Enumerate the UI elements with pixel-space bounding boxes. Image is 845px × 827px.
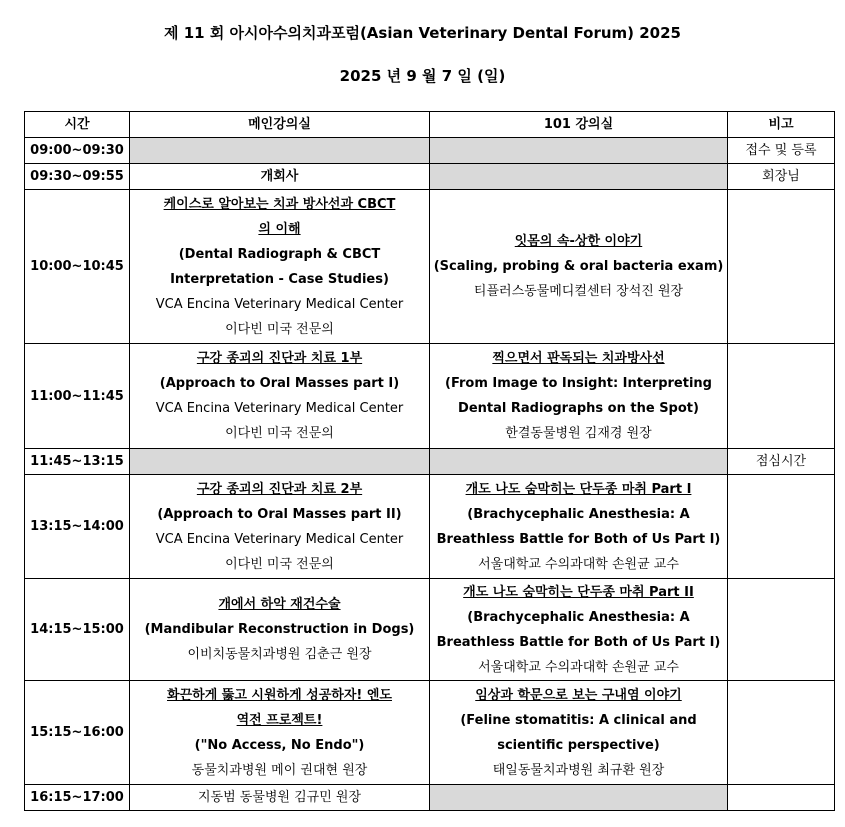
note-cell [728, 475, 835, 579]
lecture-title: 잇몸의 속-상한 이야기 [514, 234, 643, 249]
lecture-title: 구강 종괴의 진단과 치료 1부 [196, 351, 363, 366]
note-cell: 회장님 [728, 164, 835, 190]
lecture-subtitle: (Scaling, probing & oral bacteria exam) [433, 259, 724, 274]
note-cell [728, 579, 835, 681]
column-header-room-101: 101 강의실 [430, 112, 728, 138]
empty-cell [130, 449, 430, 475]
time-cell: 09:00~09:30 [25, 138, 130, 164]
note-cell [728, 785, 835, 811]
lecture-title: 역전 프로젝트! [236, 713, 323, 728]
main-hall-cell [130, 681, 430, 785]
table-row [25, 190, 835, 344]
speaker-name: 이비치동물치과병원 김춘근 원장 [187, 647, 372, 662]
table-row [25, 681, 835, 785]
empty-cell [430, 164, 728, 190]
lecture-title: 개에서 하악 재건수술 [218, 597, 341, 612]
empty-cell [430, 785, 728, 811]
column-header-note: 비고 [728, 112, 835, 138]
table-row [25, 138, 835, 164]
speaker-name: 태일동물치과병원 최규환 원장 [492, 762, 665, 778]
column-header-main-hall: 메인강의실 [130, 112, 430, 138]
lecture-subtitle: (Approach to Oral Masses part I) [159, 376, 400, 391]
lecture-title: 구강 종괴의 진단과 치료 2부 [196, 481, 363, 497]
schedule-table [24, 111, 835, 811]
table-row [25, 164, 835, 190]
lecture-title: 개도 나도 숨막히는 단두종 마취 Part I [465, 481, 692, 497]
lecture-title: 화끈하게 뚫고 시원하게 성공하자! 엔도 [167, 688, 392, 703]
note-cell [728, 681, 835, 785]
empty-cell [430, 449, 728, 475]
main-hall-cell: 지동범 동물병원 김규민 원장 [130, 785, 430, 811]
time-cell: 09:30~09:55 [25, 164, 130, 190]
lecture-subtitle: Breathless Battle for Both of Us Part I) [436, 531, 721, 547]
room-101-cell [430, 344, 728, 449]
speaker-name: 티플러스동물메디컬센터 장석진 원장 [473, 284, 684, 299]
speaker-name: 서울대학교 수의과대학 손원균 교수 [478, 556, 679, 572]
event-date: 2025 년 9 월 7 일 (일) [339, 67, 506, 85]
main-hall-cell [130, 344, 430, 449]
lecture-subtitle: (Brachycephalic Anesthesia: A [467, 506, 690, 522]
lecture-title: 임상과 학문으로 보는 구내염 이야기 [475, 687, 682, 703]
speaker-name: 이다빈 미국 전문의 [225, 556, 334, 572]
empty-cell [430, 138, 728, 164]
lecture-title: 케이스로 알아보는 치과 방사선과 CBCT [163, 196, 396, 212]
note-cell: 접수 및 등록 [728, 138, 835, 164]
lecture-subtitle: Dental Radiographs on the Spot) [458, 401, 699, 416]
lecture-subtitle: (Brachycephalic Anesthesia: A [467, 609, 690, 625]
note-cell [728, 344, 835, 449]
lecture-subtitle: (Mandibular Reconstruction in Dogs) [144, 622, 415, 637]
lecture-subtitle: (Approach to Oral Masses part II) [157, 506, 402, 522]
room-101-cell [430, 579, 728, 681]
lecture-subtitle: (Dental Radiograph & CBCT [178, 246, 381, 262]
time-cell: 13:15~14:00 [25, 475, 130, 579]
lecture-subtitle: scientific perspective) [497, 737, 660, 753]
time-cell: 11:00~11:45 [25, 344, 130, 449]
time-cell: 10:00~10:45 [25, 190, 130, 344]
main-hall-cell: 개회사 [130, 164, 430, 190]
main-hall-cell [130, 475, 430, 579]
page-title: 제 11 회 아시아수의치과포럼(Asian Veterinary Dental Forum) 2025 [164, 24, 681, 42]
table-row [25, 344, 835, 449]
lecture-subtitle: Breathless Battle for Both of Us Part I) [436, 634, 721, 650]
time-cell: 14:15~15:00 [25, 579, 130, 681]
speaker-name: 이다빈 미국 전문의 [225, 321, 334, 337]
speaker-name: 한결동물병원 김재경 원장 [505, 426, 652, 441]
speaker-name: 동물치과병원 메이 권대현 원장 [191, 763, 368, 778]
table-row [25, 475, 835, 579]
lecture-title: 찍으면서 판독되는 치과방사선 [492, 351, 665, 366]
room-101-cell [430, 681, 728, 785]
time-cell: 15:15~16:00 [25, 681, 130, 785]
time-cell: 11:45~13:15 [25, 449, 130, 475]
note-cell: 점심시간 [728, 449, 835, 475]
header-row [25, 112, 835, 138]
empty-cell [130, 138, 430, 164]
lecture-title: 개도 나도 숨막히는 단두종 마취 Part II [463, 584, 694, 600]
main-hall-cell [130, 579, 430, 681]
speaker-name: 이다빈 미국 전문의 [225, 426, 334, 441]
main-hall-cell [130, 190, 430, 344]
room-101-cell [430, 190, 728, 344]
time-cell: 16:15~17:00 [25, 785, 130, 811]
table-row [25, 579, 835, 681]
lecture-subtitle: (Feline stomatitis: A clinical and [460, 712, 697, 728]
note-cell [728, 190, 835, 344]
lecture-subtitle: (From Image to Insight: Interpreting [445, 376, 712, 391]
speaker-affiliation: VCA Encina Veterinary Medical Center [155, 296, 404, 312]
table-row [25, 785, 835, 811]
table-row [25, 449, 835, 475]
speaker-affiliation: VCA Encina Veterinary Medical Center [155, 531, 404, 547]
room-101-cell [430, 475, 728, 579]
speaker-name: 서울대학교 수의과대학 손원균 교수 [478, 659, 679, 675]
lecture-subtitle: ("No Access, No Endo") [194, 738, 365, 753]
lecture-title: 의 이해 [258, 221, 301, 237]
speaker-affiliation: VCA Encina Veterinary Medical Center [155, 401, 404, 416]
column-header-time: 시간 [25, 112, 130, 138]
lecture-subtitle: Interpretation - Case Studies) [170, 271, 389, 287]
